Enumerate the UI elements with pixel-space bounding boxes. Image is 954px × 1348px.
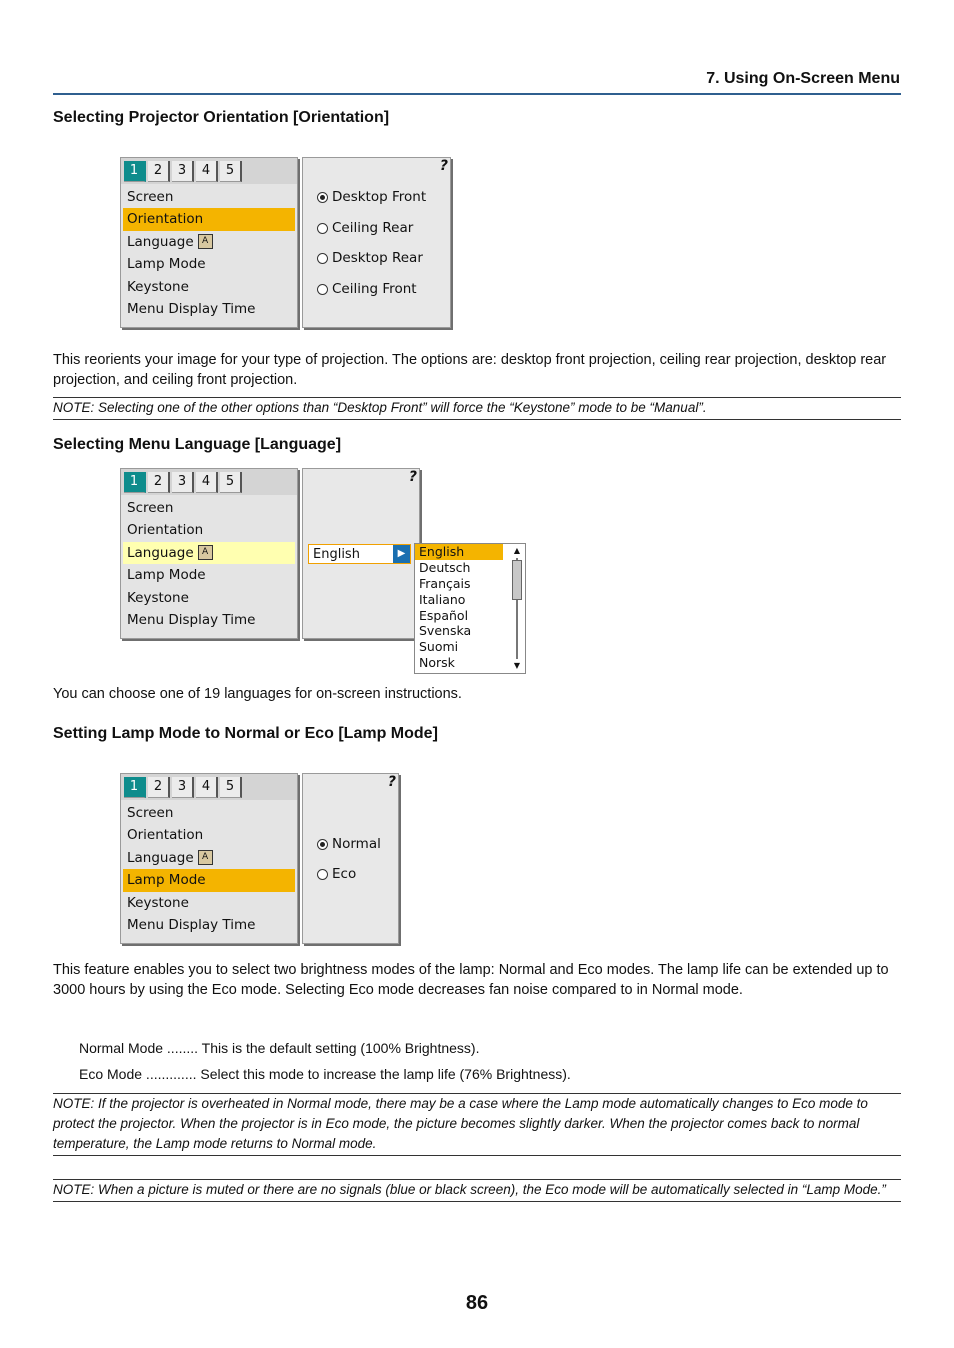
menu-item-language-label: Language — [127, 849, 194, 866]
menu-item-menu-display-time[interactable]: Menu Display Time — [127, 916, 256, 933]
language-dropdown — [414, 543, 526, 674]
menu-item-screen[interactable]: Screen — [127, 189, 174, 205]
lamp-note-1: NOTE: If the projector is overheated in Normal mode, there may be a case where the Lamp mode automatically changes to Eco mode to protect the projector. When the projector is in Eco mode, the picture becomes slightly darker. When the projector comes back to normal temperature, the Lamp mode returns to Normal mode. — [53, 1093, 901, 1156]
lamp-body: This feature enables you to select two brightness modes of the lamp: Normal and Eco modes. The lamp life can be extended up to 3000 hours by using the Eco mode. Selecting Eco mode decreases fan noise compared to in Normal mode. — [53, 962, 889, 998]
radio-label: Eco — [332, 866, 357, 882]
menu-item-orientation[interactable]: Orientation — [127, 522, 204, 539]
orientation-body: This reorients your image for your type of projection. The options are: desktop front projection, ceiling rear projection, desktop rear projection, and ceiling front projection. — [53, 352, 887, 388]
menu-item-language[interactable] — [123, 542, 295, 564]
menu-item-language-label: Language — [127, 233, 194, 250]
tab-1[interactable]: 1 — [124, 777, 146, 798]
osd-options-language — [302, 468, 420, 639]
menu-items — [123, 497, 295, 631]
language-icon: A — [198, 234, 213, 249]
menu-item-keystone[interactable]: Keystone — [127, 894, 189, 911]
tab-4[interactable]: 4 — [196, 161, 218, 182]
radio-label: Desktop Rear — [332, 250, 423, 266]
dropdown-option[interactable]: Svenska — [419, 623, 472, 639]
tab-2[interactable]: 2 — [148, 777, 170, 798]
osd-menu-orientation — [120, 157, 298, 328]
lamp-note-2: NOTE: When a picture is muted or there are no signals (blue or black screen), the Eco mode will be automatically selected in “Lamp Mode.” — [53, 1179, 901, 1202]
radio-label: Ceiling Front — [332, 281, 417, 297]
radio-icon — [317, 223, 328, 234]
tabs — [124, 161, 244, 181]
tabs — [124, 472, 244, 492]
dropdown-option[interactable]: Italiano — [419, 591, 466, 607]
radio-desktop-front[interactable] — [317, 186, 426, 208]
radio-normal[interactable] — [317, 833, 381, 855]
dropdown-option[interactable]: Norsk — [419, 655, 455, 671]
tab-2[interactable]: 2 — [148, 161, 170, 182]
menu-item-menu-display-time[interactable]: Menu Display Time — [127, 611, 256, 628]
radio-eco[interactable] — [317, 863, 356, 885]
dropdown-option[interactable]: English — [415, 544, 503, 560]
radio-label: Desktop Front — [332, 189, 427, 205]
scroll-down-icon[interactable]: ▼ — [513, 661, 521, 670]
tab-3[interactable]: 3 — [172, 161, 194, 182]
radio-ceiling-rear[interactable] — [317, 217, 413, 239]
language-heading: Selecting Menu Language [Language] — [53, 436, 342, 453]
radio-selected-icon — [317, 192, 328, 203]
menu-item-orientation[interactable]: Orientation — [127, 827, 204, 844]
menu-item-menu-display-time[interactable]: Menu Display Time — [127, 300, 256, 317]
osd-menu-language — [120, 468, 298, 639]
scroll-up-icon[interactable]: ▲ — [513, 546, 521, 555]
menu-item-orientation[interactable]: Orientation — [123, 208, 295, 230]
menu-item-lamp-mode[interactable]: Lamp Mode — [123, 869, 295, 891]
radio-desktop-rear[interactable] — [317, 247, 423, 269]
menu-item-screen[interactable]: Screen — [127, 500, 174, 516]
help-icon[interactable]: ? — [439, 158, 448, 174]
help-icon[interactable]: ? — [408, 469, 417, 485]
radio-icon — [317, 869, 328, 880]
menu-item-lamp-mode[interactable]: Lamp Mode — [127, 256, 206, 273]
lamp-heading: Setting Lamp Mode to Normal or Eco [Lamp Mode] — [53, 725, 438, 742]
scroll-thumb[interactable] — [512, 560, 522, 600]
menu-item-lamp-mode[interactable]: Lamp Mode — [127, 567, 206, 584]
tab-4[interactable]: 4 — [196, 472, 218, 493]
tab-2[interactable]: 2 — [148, 472, 170, 493]
dropdown-scrollbar[interactable] — [512, 546, 522, 671]
lamp-list-eco: Eco Mode ............. Select this mode to increase the lamp life (76% Brightness). — [79, 1066, 571, 1082]
dropdown-option[interactable]: Deutsch — [419, 559, 471, 575]
lamp-list-normal: Normal Mode ........ This is the default setting (100% Brightness). — [79, 1040, 480, 1056]
menu-item-keystone[interactable]: Keystone — [127, 278, 189, 295]
chevron-right-icon[interactable]: ▶ — [393, 545, 410, 563]
tab-5[interactable]: 5 — [220, 472, 242, 493]
page-number: 86 — [465, 1292, 489, 1314]
orientation-note: NOTE: Selecting one of the other options than “Desktop Front” will force the “Keystone” mode to be “Manual”. — [53, 397, 901, 420]
tabs — [124, 777, 244, 797]
radio-label: Normal — [332, 836, 381, 852]
radio-label: Ceiling Rear — [332, 220, 414, 236]
osd-options-lamp — [302, 773, 399, 944]
menu-item-language[interactable] — [123, 231, 295, 253]
language-icon: A — [198, 850, 213, 865]
dropdown-option[interactable]: Español — [419, 607, 469, 623]
menu-item-screen[interactable]: Screen — [127, 805, 174, 821]
menu-items — [123, 802, 295, 936]
radio-ceiling-front[interactable] — [317, 278, 417, 300]
language-icon: A — [198, 545, 213, 560]
radio-icon — [317, 253, 328, 264]
menu-item-language-label: Language — [127, 544, 194, 561]
header-rule — [53, 93, 901, 95]
tab-3[interactable]: 3 — [172, 777, 194, 798]
dropdown-option[interactable]: Suomi — [419, 639, 459, 655]
osd-menu-lamp — [120, 773, 298, 944]
chapter-title: 7. Using On-Screen Menu — [706, 70, 900, 87]
osd-options-orientation — [302, 157, 451, 328]
tab-3[interactable]: 3 — [172, 472, 194, 493]
tab-5[interactable]: 5 — [220, 777, 242, 798]
tab-1[interactable]: 1 — [124, 161, 146, 182]
menu-item-language[interactable] — [123, 847, 295, 869]
menu-items — [123, 186, 295, 320]
tab-4[interactable]: 4 — [196, 777, 218, 798]
dropdown-option[interactable]: Français — [419, 575, 471, 591]
language-body: You can choose one of 19 languages for on-screen instructions. — [53, 686, 462, 702]
help-icon[interactable]: ? — [387, 774, 396, 790]
tab-1[interactable]: 1 — [124, 472, 146, 493]
orientation-heading: Selecting Projector Orientation [Orientation] — [53, 109, 390, 126]
radio-icon — [317, 284, 328, 295]
language-select[interactable] — [308, 544, 411, 564]
tab-5[interactable]: 5 — [220, 161, 242, 182]
menu-item-keystone[interactable]: Keystone — [127, 589, 189, 606]
language-select-value: English — [313, 547, 360, 562]
radio-selected-icon — [317, 839, 328, 850]
